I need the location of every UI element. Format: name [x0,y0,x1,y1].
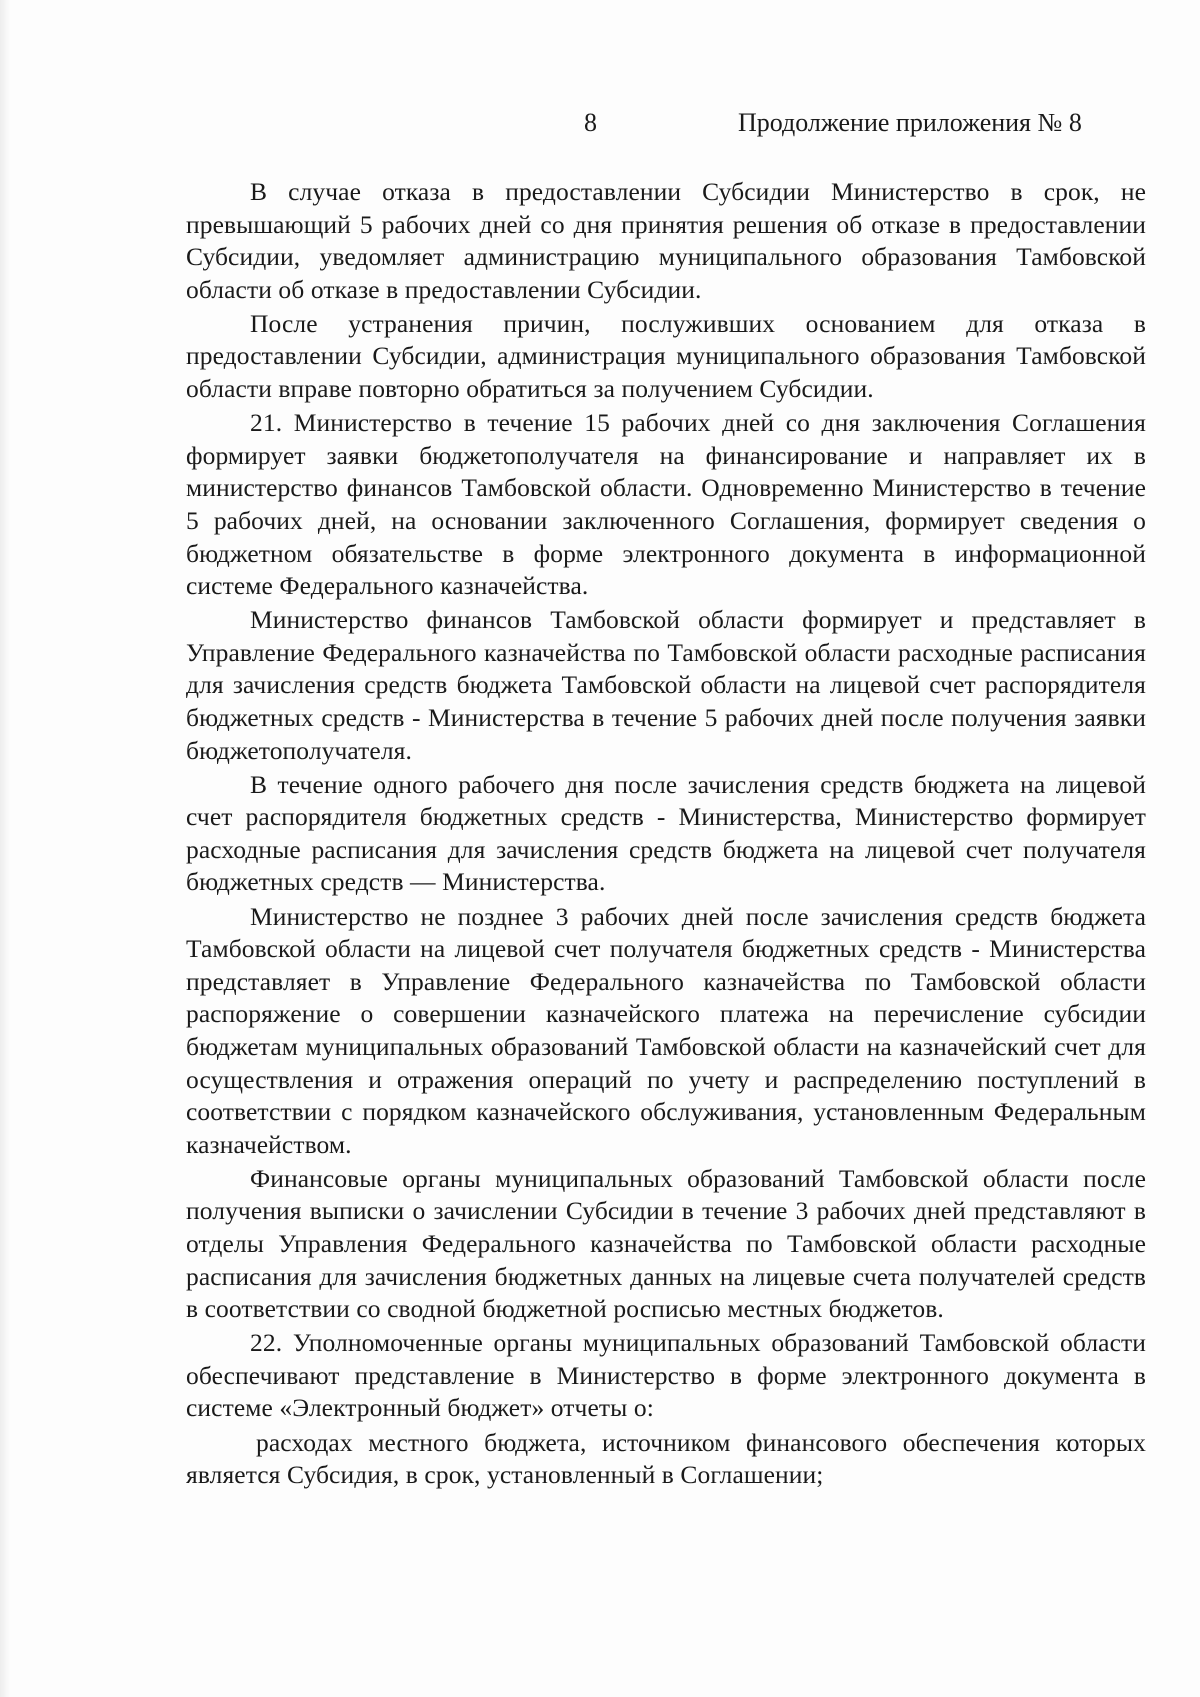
paragraph-local-budget-expenses: расходах местного бюджета, источником финансового обеспечения которых является Субсидия, в срок, установленный в Соглашении; [186,1427,1146,1490]
paragraph-payment-order: Министерство не позднее 3 рабочих дней после зачисления средств бюджета Тамбовской области на лицевой счет получателя бюджетных средств - Министерства представляет в Управление Федерального казначейства по Тамбовской области распоряжение о совершении казначейского платежа на перечисление субсидии бюджетам муниципальных образований Тамбовской области на казначейский счет для осуществления и отражения операций по учету и распределению поступлений в соответствии с порядком казначейского обслуживания, установленным Федеральным казначейством. [186,901,1146,1159]
page-header [0,108,1200,148]
paragraph-reapplication: После устранения причин, послуживших основанием для отказа в предоставлении Субсидии, администрация муниципального образования Тамбовской области вправе повторно обратиться за получением Субсидии. [186,308,1146,404]
paragraph-item-21: 21. Министерство в течение 15 рабочих дней со дня заключения Соглашения формирует заявки бюджетополучателя на финансирование и направляет их в министерство финансов Тамбовской области. Одновременно Министерство в течение 5 рабочих дней, на основании заключенного Соглашения, формирует сведения о бюджетном обязательстве в форме электронного документа в информационной системе Федерального казначейства. [186,408,1146,601]
paragraph-item-22: 22. Уполномоченные органы муниципальных образований Тамбовской области обеспечивают представление в Министерство в форме электронного документа в системе «Электронный бюджет» отчеты о: [186,1328,1146,1423]
document-body [186,176,1146,1493]
paragraph-one-working-day: В течение одного рабочего дня после зачисления средств бюджета на лицевой счет распорядителя бюджетных средств - Министерства, Министерство формирует расходные расписания для зачисления средств бюджета на лицевой счет получателя бюджетных средств — Министерства. [186,769,1146,897]
page-number: 8 [584,108,597,137]
paragraph-financial-bodies: Финансовые органы муниципальных образований Тамбовской области после получения выписки о зачислении Субсидии в течение 3 рабочих дней представляют в отделы Управления Федерального казначейства по Тамбовской области расходные расписания для зачисления бюджетных данных на лицевые счета получателей средств в соответствии со сводной бюджетной росписью местных бюджетов. [186,1163,1146,1324]
scan-edge [0,0,10,1697]
paragraph-finance-ministry: Министерство финансов Тамбовской области формирует и представляет в Управление Федерального казначейства по Тамбовской области расходные расписания для зачисления средств бюджета Тамбовской области на лицевой счет распорядителя бюджетных средств - Министерства в течение 5 рабочих дней после получения заявки бюджетополучателя. [186,605,1146,765]
appendix-continuation-title: Продолжение приложения № 8 [738,108,1082,137]
paragraph-refusal-notice: В случае отказа в предоставлении Субсидии Министерство в срок, не превышающий 5 рабочих дней со дня принятия решения об отказе в предоставлении Субсидии, уведомляет администрацию муниципального образования Тамбовской области об отказе в предоставлении Субсидии. [186,177,1146,304]
